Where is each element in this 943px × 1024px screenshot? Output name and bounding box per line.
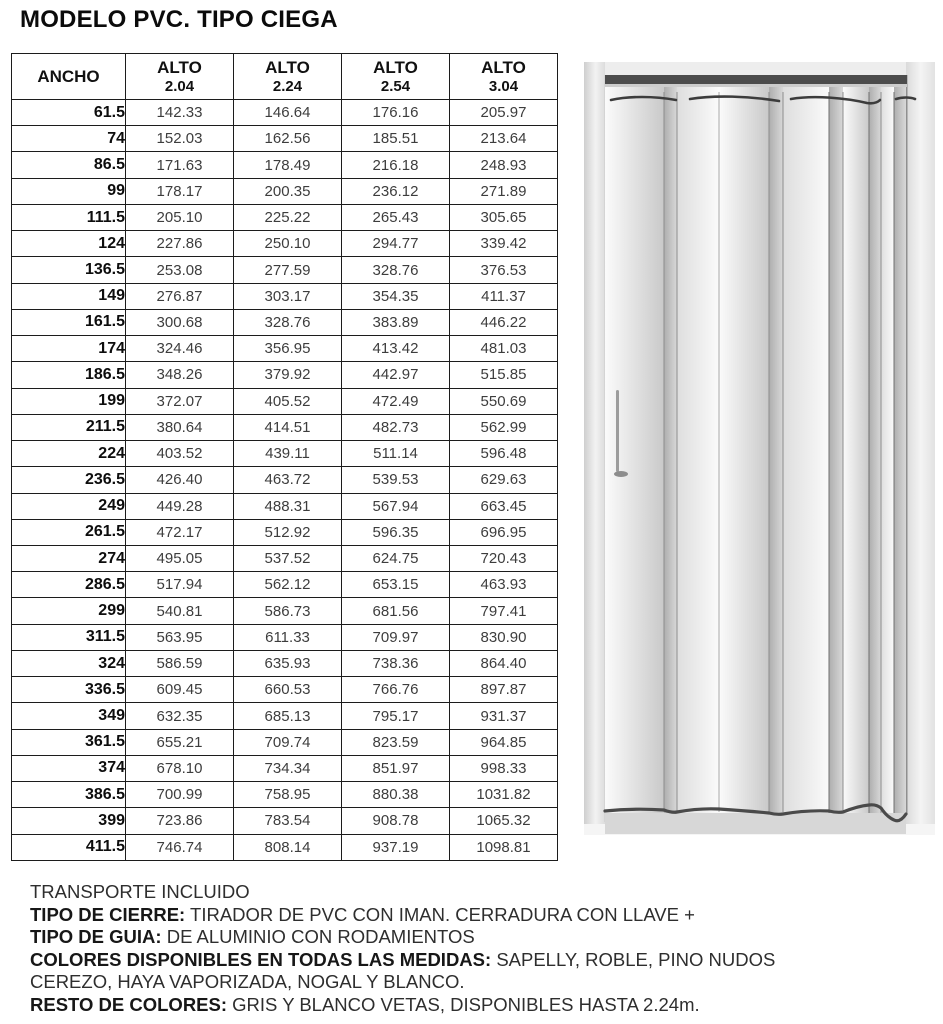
ancho-cell: 111.5 <box>12 204 126 230</box>
price-cell: 162.56 <box>234 126 342 152</box>
price-cell: 696.95 <box>450 519 558 545</box>
price-cell: 880.38 <box>342 782 450 808</box>
price-cell: 253.08 <box>126 257 234 283</box>
note-text: SAPELLY, ROBLE, PINO NUDOS <box>496 948 776 970</box>
price-cell: 567.94 <box>342 493 450 519</box>
price-cell: 795.17 <box>342 703 450 729</box>
table-row <box>12 100 558 126</box>
price-cell: 663.45 <box>450 493 558 519</box>
price-cell: 463.72 <box>234 467 342 493</box>
ancho-cell: 286.5 <box>12 572 126 598</box>
price-cell: 655.21 <box>126 729 234 755</box>
price-cell: 512.92 <box>234 519 342 545</box>
price-cell: 624.75 <box>342 545 450 571</box>
price-cell: 515.85 <box>450 362 558 388</box>
door-frame-top <box>584 62 935 75</box>
price-cell: 248.93 <box>450 152 558 178</box>
price-cell: 405.52 <box>234 388 342 414</box>
ancho-cell: 136.5 <box>12 257 126 283</box>
price-cell: 277.59 <box>234 257 342 283</box>
price-cell: 720.43 <box>450 545 558 571</box>
table-row <box>12 729 558 755</box>
price-cell: 937.19 <box>342 834 450 860</box>
price-cell: 348.26 <box>126 362 234 388</box>
price-cell: 328.76 <box>234 309 342 335</box>
price-cell: 354.35 <box>342 283 450 309</box>
column-header-sub: 2.04 <box>164 78 195 95</box>
price-cell: 998.33 <box>450 755 558 781</box>
table-row <box>12 204 558 230</box>
ancho-cell: 411.5 <box>12 834 126 860</box>
price-cell: 629.63 <box>450 467 558 493</box>
price-cell: 200.35 <box>234 178 342 204</box>
table-row <box>12 257 558 283</box>
price-cell: 586.73 <box>234 598 342 624</box>
price-cell: 660.53 <box>234 677 342 703</box>
price-cell: 185.51 <box>342 126 450 152</box>
table-row <box>12 572 558 598</box>
price-cell: 758.95 <box>234 782 342 808</box>
column-header-sub: 3.04 <box>488 78 519 95</box>
price-cell: 356.95 <box>234 336 342 362</box>
price-cell: 783.54 <box>234 808 342 834</box>
price-cell: 303.17 <box>234 283 342 309</box>
accordion-panels <box>605 87 906 814</box>
price-cell: 681.56 <box>342 598 450 624</box>
column-header-alto-2.24 <box>234 54 342 100</box>
door-frame-left <box>584 62 605 824</box>
ancho-cell: 324 <box>12 650 126 676</box>
price-cell: 472.17 <box>126 519 234 545</box>
table-row <box>12 808 558 834</box>
price-table <box>11 53 558 861</box>
price-cell: 178.17 <box>126 178 234 204</box>
table-row <box>12 414 558 440</box>
door-frame-right <box>906 62 935 824</box>
price-cell: 734.34 <box>234 755 342 781</box>
column-header-sub: 2.24 <box>272 78 303 95</box>
price-cell: 635.93 <box>234 650 342 676</box>
column-header-ancho <box>12 54 126 100</box>
price-cell: 152.03 <box>126 126 234 152</box>
ancho-cell: 149 <box>12 283 126 309</box>
column-header-label: ALTO <box>481 58 526 77</box>
note-line <box>30 881 920 904</box>
floor-strip <box>605 813 906 834</box>
price-cell: 1031.82 <box>450 782 558 808</box>
price-cell: 403.52 <box>126 441 234 467</box>
price-cell: 481.03 <box>450 336 558 362</box>
page-title: MODELO PVC. TIPO CIEGA <box>20 6 338 33</box>
price-cell: 439.11 <box>234 441 342 467</box>
table-row <box>12 152 558 178</box>
table-row <box>12 362 558 388</box>
ancho-cell: 274 <box>12 545 126 571</box>
price-cell: 414.51 <box>234 414 342 440</box>
table-row <box>12 755 558 781</box>
price-cell: 205.10 <box>126 204 234 230</box>
ancho-cell: 224 <box>12 441 126 467</box>
price-cell: 236.12 <box>342 178 450 204</box>
price-cell: 611.33 <box>234 624 342 650</box>
table-row <box>12 493 558 519</box>
price-cell: 511.14 <box>342 441 450 467</box>
ancho-cell: 249 <box>12 493 126 519</box>
note-label: TIPO DE CIERRE: <box>30 903 186 925</box>
price-cell: 563.95 <box>126 624 234 650</box>
price-cell: 1098.81 <box>450 834 558 860</box>
header-row <box>12 54 558 100</box>
price-cell: 142.33 <box>126 100 234 126</box>
table-row <box>12 336 558 362</box>
price-cell: 426.40 <box>126 467 234 493</box>
price-cell: 596.48 <box>450 441 558 467</box>
note-line <box>30 971 920 994</box>
column-header-alto-3.04 <box>450 54 558 100</box>
table-row <box>12 598 558 624</box>
price-cell: 964.85 <box>450 729 558 755</box>
price-cell: 700.99 <box>126 782 234 808</box>
price-cell: 830.90 <box>450 624 558 650</box>
note-line <box>30 949 920 972</box>
price-cell: 723.86 <box>126 808 234 834</box>
price-cell: 178.49 <box>234 152 342 178</box>
table-row <box>12 309 558 335</box>
price-cell: 562.99 <box>450 414 558 440</box>
table-row <box>12 126 558 152</box>
table-row <box>12 178 558 204</box>
note-label: RESTO DE COLORES: <box>30 993 228 1015</box>
price-cell: 808.14 <box>234 834 342 860</box>
price-cell: 685.13 <box>234 703 342 729</box>
column-header-sub: 2.54 <box>380 78 411 95</box>
product-notes <box>30 881 920 1017</box>
price-cell: 488.31 <box>234 493 342 519</box>
ancho-cell: 261.5 <box>12 519 126 545</box>
price-cell: 897.87 <box>450 677 558 703</box>
ancho-cell: 186.5 <box>12 362 126 388</box>
table-row <box>12 519 558 545</box>
note-line <box>30 926 920 949</box>
price-cell: 146.64 <box>234 100 342 126</box>
price-cell: 271.89 <box>450 178 558 204</box>
price-cell: 539.53 <box>342 467 450 493</box>
top-rail-highlight <box>605 84 907 87</box>
column-header-label: ALTO <box>373 58 418 77</box>
ancho-cell: 99 <box>12 178 126 204</box>
price-cell: 276.87 <box>126 283 234 309</box>
price-cell: 305.65 <box>450 204 558 230</box>
price-cell: 442.97 <box>342 362 450 388</box>
price-cell: 709.74 <box>234 729 342 755</box>
price-cell: 413.42 <box>342 336 450 362</box>
column-header-alto-2.04 <box>126 54 234 100</box>
price-cell: 537.52 <box>234 545 342 571</box>
table-row <box>12 834 558 860</box>
ancho-cell: 174 <box>12 336 126 362</box>
note-text: CEREZO, HAYA VAPORIZADA, NOGAL Y BLANCO. <box>30 971 465 993</box>
ancho-cell: 161.5 <box>12 309 126 335</box>
price-cell: 379.92 <box>234 362 342 388</box>
price-cell: 596.35 <box>342 519 450 545</box>
price-cell: 738.36 <box>342 650 450 676</box>
column-header-label: ALTO <box>265 58 310 77</box>
table-row <box>12 467 558 493</box>
ancho-cell: 236.5 <box>12 467 126 493</box>
price-cell: 328.76 <box>342 257 450 283</box>
price-cell: 171.63 <box>126 152 234 178</box>
price-cell: 446.22 <box>450 309 558 335</box>
price-cell: 931.37 <box>450 703 558 729</box>
table-row <box>12 650 558 676</box>
price-cell: 540.81 <box>126 598 234 624</box>
price-cell: 376.53 <box>450 257 558 283</box>
ancho-cell: 86.5 <box>12 152 126 178</box>
ancho-cell: 399 <box>12 808 126 834</box>
price-cell: 678.10 <box>126 755 234 781</box>
price-cell: 632.35 <box>126 703 234 729</box>
price-cell: 411.37 <box>450 283 558 309</box>
table-row <box>12 677 558 703</box>
price-cell: 300.68 <box>126 309 234 335</box>
ancho-cell: 74 <box>12 126 126 152</box>
price-table-body <box>12 100 558 861</box>
note-label: COLORES DISPONIBLES EN TODAS LAS MEDIDAS: <box>30 948 492 970</box>
price-cell: 517.94 <box>126 572 234 598</box>
note-text: TRANSPORTE INCLUIDO <box>30 881 250 902</box>
price-cell: 766.76 <box>342 677 450 703</box>
price-cell: 908.78 <box>342 808 450 834</box>
note-text: GRIS Y BLANCO VETAS, DISPONIBLES HASTA 2.24m. <box>232 993 700 1015</box>
door-photo <box>584 62 935 835</box>
price-cell: 250.10 <box>234 231 342 257</box>
table-row <box>12 283 558 309</box>
price-table-header <box>12 54 558 100</box>
price-cell: 797.41 <box>450 598 558 624</box>
price-cell: 324.46 <box>126 336 234 362</box>
table-row <box>12 441 558 467</box>
price-cell: 1065.32 <box>450 808 558 834</box>
price-cell: 823.59 <box>342 729 450 755</box>
table-row <box>12 782 558 808</box>
ancho-cell: 199 <box>12 388 126 414</box>
price-cell: 383.89 <box>342 309 450 335</box>
column-header-label: ALTO <box>157 58 202 77</box>
price-cell: 294.77 <box>342 231 450 257</box>
ancho-cell: 299 <box>12 598 126 624</box>
price-cell: 609.45 <box>126 677 234 703</box>
price-cell: 265.43 <box>342 204 450 230</box>
ancho-cell: 349 <box>12 703 126 729</box>
ancho-cell: 61.5 <box>12 100 126 126</box>
price-cell: 225.22 <box>234 204 342 230</box>
column-header-alto-2.54 <box>342 54 450 100</box>
price-cell: 339.42 <box>450 231 558 257</box>
price-cell: 463.93 <box>450 572 558 598</box>
table-row <box>12 624 558 650</box>
price-cell: 380.64 <box>126 414 234 440</box>
price-cell: 495.05 <box>126 545 234 571</box>
price-cell: 562.12 <box>234 572 342 598</box>
price-cell: 213.64 <box>450 126 558 152</box>
price-cell: 372.07 <box>126 388 234 414</box>
column-header-label: ANCHO <box>37 66 100 86</box>
ancho-cell: 361.5 <box>12 729 126 755</box>
ancho-cell: 124 <box>12 231 126 257</box>
price-cell: 586.59 <box>126 650 234 676</box>
note-line <box>30 904 920 927</box>
table-row <box>12 703 558 729</box>
table-row <box>12 231 558 257</box>
ancho-cell: 311.5 <box>12 624 126 650</box>
price-cell: 227.86 <box>126 231 234 257</box>
ancho-cell: 386.5 <box>12 782 126 808</box>
price-cell: 851.97 <box>342 755 450 781</box>
price-cell: 449.28 <box>126 493 234 519</box>
ancho-cell: 211.5 <box>12 414 126 440</box>
price-cell: 216.18 <box>342 152 450 178</box>
note-text: TIRADOR DE PVC CON IMAN. CERRADURA CON LLAVE + <box>190 903 695 925</box>
price-cell: 864.40 <box>450 650 558 676</box>
price-cell: 472.49 <box>342 388 450 414</box>
price-cell: 482.73 <box>342 414 450 440</box>
top-rail <box>605 75 907 84</box>
price-cell: 550.69 <box>450 388 558 414</box>
folding-door-illustration <box>584 62 935 835</box>
price-cell: 176.16 <box>342 100 450 126</box>
note-text: DE ALUMINIO CON RODAMIENTOS <box>166 926 475 948</box>
table-row <box>12 388 558 414</box>
price-cell: 709.97 <box>342 624 450 650</box>
price-cell: 653.15 <box>342 572 450 598</box>
table-row <box>12 545 558 571</box>
ancho-cell: 336.5 <box>12 677 126 703</box>
ancho-cell: 374 <box>12 755 126 781</box>
note-label: TIPO DE GUIA: <box>30 926 162 948</box>
price-cell: 746.74 <box>126 834 234 860</box>
price-cell: 205.97 <box>450 100 558 126</box>
note-line <box>30 994 920 1017</box>
